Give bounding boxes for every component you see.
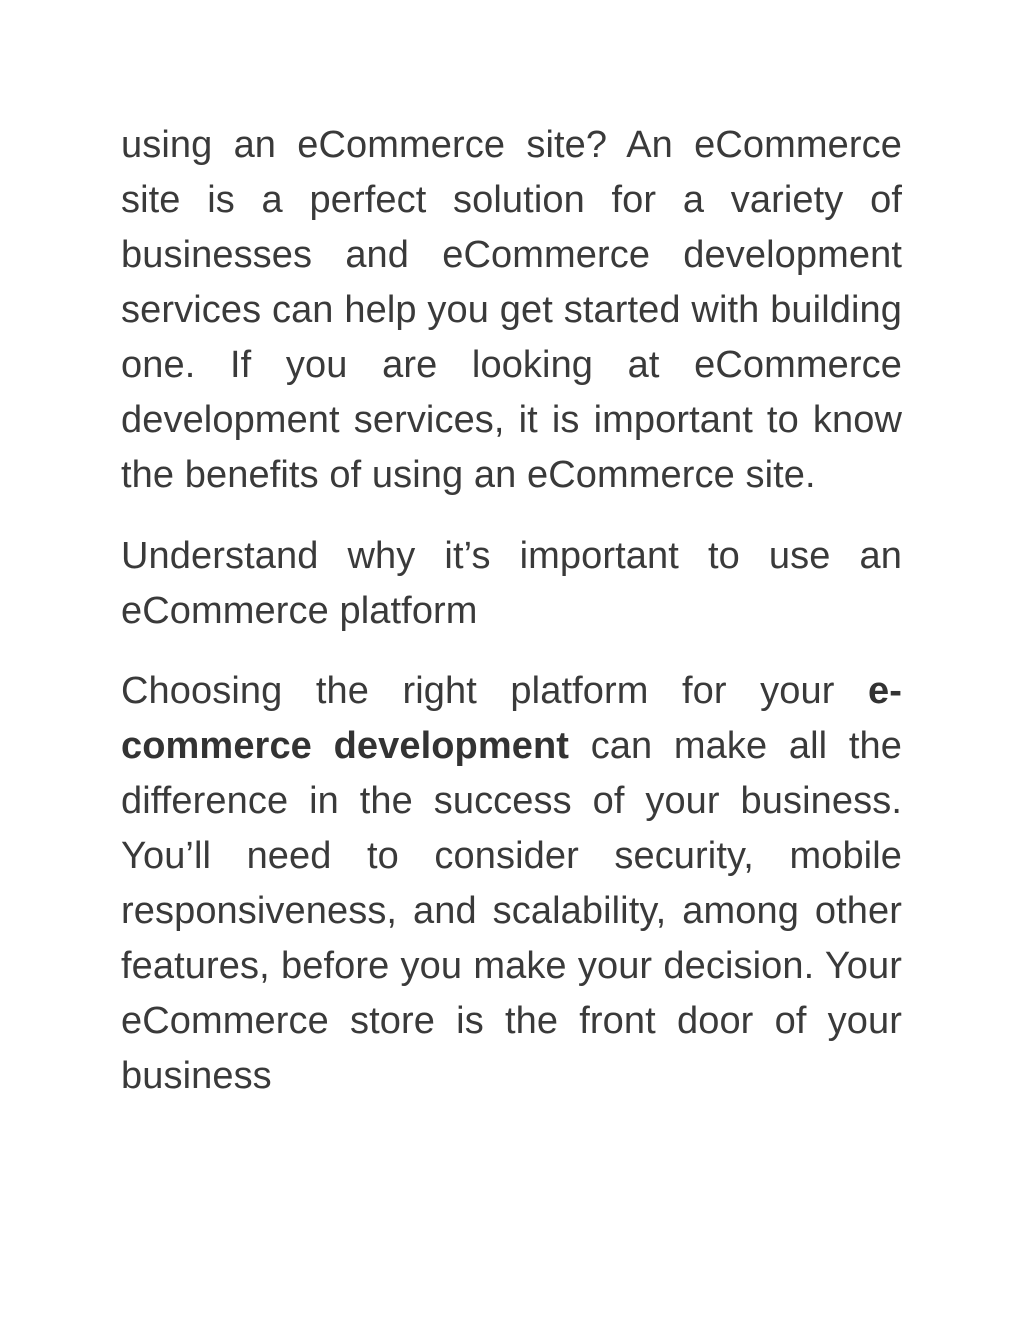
paragraph-ecommerce-site-intro: using an eCommerce site? An eCommerce site is a perfect solution for a variety of businesses and eCommerce development services can help you get started with building one. If you are looking at eCommerce development services, it is important to know the benefits of using an eCommerce site.	[121, 124, 902, 496]
ecommerce-development-bold-text: e-commerce development	[121, 670, 902, 767]
paragraph-choosing-platform	[121, 664, 902, 1104]
paragraph-platform-heading: Understand why it’s important to use an eCommerce platform	[121, 535, 902, 632]
paragraph-choosing-platform-rest: can make all the difference in the success of your business. You’ll need to consider security, mobile responsiveness, and scalability, among other features, before you make your decision. Your eCommerce store is the front door of your business	[121, 725, 902, 1097]
paragraph-choosing-platform-lead: Choosing the right platform for your	[121, 670, 868, 712]
document-body	[121, 118, 902, 1129]
